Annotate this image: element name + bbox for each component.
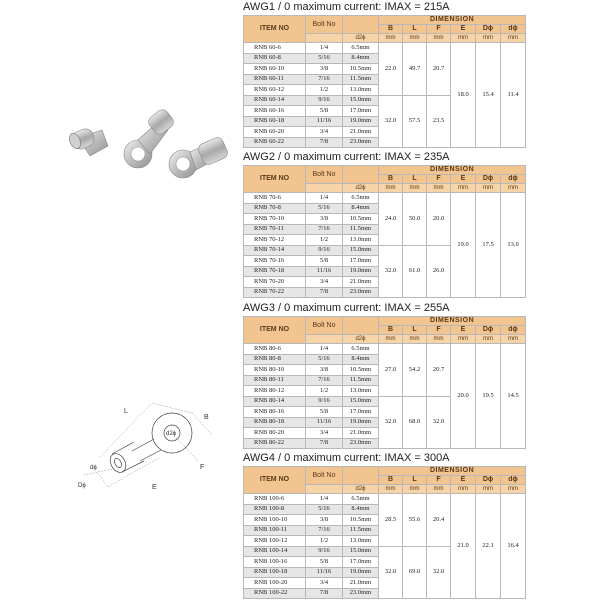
item-no-cell: RNB 60-6: [244, 43, 306, 54]
item-no-cell: RNB 70-8: [244, 203, 306, 214]
header-unit: mm: [403, 34, 427, 43]
header-unit: mm: [451, 335, 476, 344]
e-value: 18.0: [451, 43, 476, 148]
item-no-cell: RNB 60-8: [244, 53, 306, 64]
header-letter: L: [403, 476, 427, 485]
f-value: 20.4: [427, 494, 451, 547]
f-value: 20.7: [427, 43, 451, 96]
item-no-cell: RNB 70-11: [244, 224, 306, 235]
header-blank: [306, 335, 343, 344]
d2-cell: 13.0mm: [343, 85, 379, 96]
spec-table: [243, 15, 526, 148]
item-no-cell: RNB 80-8: [244, 354, 306, 365]
header-unit: mm: [427, 485, 451, 494]
d2-cell: 6.5mm: [343, 43, 379, 54]
b-value: 32.0: [379, 546, 403, 599]
d2-cell: 21.0mm: [343, 578, 379, 589]
header-letter: F: [427, 476, 451, 485]
item-no-cell: RNB 80-18: [244, 417, 306, 428]
l-value: 55.6: [403, 494, 427, 547]
b-value: 32.0: [379, 396, 403, 449]
b-value: 28.5: [379, 494, 403, 547]
inner-d-value: 14.5: [501, 344, 526, 449]
header-unit: mm: [427, 34, 451, 43]
bolt-no-cell: 3/4: [306, 277, 343, 288]
item-no-cell: RNB 80-16: [244, 407, 306, 418]
header-unit: mm: [451, 34, 476, 43]
item-no-cell: RNB 80-22: [244, 438, 306, 449]
header-dimension: DIMENSION: [379, 317, 526, 326]
spec-table: [243, 165, 526, 298]
d2-cell: 17.0mm: [343, 106, 379, 117]
header-blank: [306, 184, 343, 193]
item-no-cell: RNB 70-20: [244, 277, 306, 288]
bolt-no-cell: 3/8: [306, 515, 343, 526]
l-value: 54.2: [403, 344, 427, 397]
b-value: 27.0: [379, 344, 403, 397]
terminal-large: [169, 136, 229, 178]
header-unit: mm: [403, 335, 427, 344]
d2-cell: 13.0mm: [343, 536, 379, 547]
bolt-no-cell: 9/16: [306, 245, 343, 256]
table-title: AWG2 / 0 maximum current: IMAX = 235A: [243, 151, 450, 163]
header-unit: mm: [379, 184, 403, 193]
header-unit: mm: [379, 34, 403, 43]
item-no-cell: RNB 80-6: [244, 344, 306, 355]
header-letter: L: [403, 326, 427, 335]
d2-cell: 23.0mm: [343, 588, 379, 599]
bolt-no-cell: 1/4: [306, 193, 343, 204]
header-letter: dϕ: [501, 175, 526, 184]
item-no-cell: RNB 60-12: [244, 85, 306, 96]
item-no-cell: RNB 60-14: [244, 95, 306, 106]
header-unit: mm: [476, 34, 501, 43]
label-d: dϕ: [90, 465, 97, 471]
b-value: 32.0: [379, 95, 403, 148]
d2-cell: 10.5mm: [343, 64, 379, 75]
terminal-small: [67, 127, 108, 156]
item-no-cell: RNB 80-10: [244, 365, 306, 376]
bolt-no-cell: 5/16: [306, 203, 343, 214]
table-row: [244, 344, 526, 355]
header-letter: dϕ: [501, 476, 526, 485]
header-d2: d2ϕ: [343, 335, 379, 344]
item-no-cell: RNB 70-14: [244, 245, 306, 256]
header-letter: F: [427, 25, 451, 34]
bolt-no-cell: 7/8: [306, 137, 343, 148]
bolt-no-cell: 11/16: [306, 567, 343, 578]
item-no-cell: RNB 70-10: [244, 214, 306, 225]
bolt-no-cell: 7/8: [306, 287, 343, 298]
header-bolt-no: Bolt No: [306, 317, 343, 335]
table-title: AWG3 / 0 maximum current: IMAX = 255A: [243, 302, 450, 314]
b-value: 24.0: [379, 193, 403, 246]
bolt-no-cell: 1/4: [306, 344, 343, 355]
item-no-cell: RNB 70-18: [244, 266, 306, 277]
d2-cell: 15.0mm: [343, 546, 379, 557]
table-row: [244, 494, 526, 505]
bolt-no-cell: 5/8: [306, 407, 343, 418]
label-D: Dϕ: [78, 483, 86, 489]
f-value: 32.0: [427, 396, 451, 449]
d2-cell: 15.0mm: [343, 245, 379, 256]
header-letter: F: [427, 175, 451, 184]
inner-d-value: 16.4: [501, 494, 526, 599]
inner-d-value: 13.0: [501, 193, 526, 298]
header-item-no: ITEM NO: [244, 166, 306, 193]
f-value: 20.7: [427, 344, 451, 397]
header-letter: B: [379, 326, 403, 335]
bolt-no-cell: 11/16: [306, 116, 343, 127]
bolt-no-cell: 3/8: [306, 64, 343, 75]
header-unit: mm: [451, 184, 476, 193]
header-unit: mm: [501, 485, 526, 494]
d2-cell: 15.0mm: [343, 396, 379, 407]
dimension-drawing: [60, 395, 240, 495]
header-letter: L: [403, 175, 427, 184]
d2-cell: 8.4mm: [343, 354, 379, 365]
bolt-no-cell: 3/8: [306, 365, 343, 376]
header-spacer: [343, 467, 379, 485]
header-item-no: ITEM NO: [244, 467, 306, 494]
header-unit: mm: [476, 184, 501, 193]
d2-cell: 11.5mm: [343, 74, 379, 85]
bolt-no-cell: 1/2: [306, 85, 343, 96]
d2-cell: 10.5mm: [343, 214, 379, 225]
label-L: L: [124, 408, 128, 415]
header-letter: Dϕ: [476, 476, 501, 485]
bolt-no-cell: 7/16: [306, 224, 343, 235]
bolt-no-cell: 7/16: [306, 375, 343, 386]
bolt-no-cell: 7/16: [306, 74, 343, 85]
spec-block-awg1: [243, 0, 525, 148]
bolt-no-cell: 3/4: [306, 578, 343, 589]
item-no-cell: RNB 100-10: [244, 515, 306, 526]
header-unit: mm: [501, 184, 526, 193]
d2-cell: 21.0mm: [343, 428, 379, 439]
d2-cell: 10.5mm: [343, 515, 379, 526]
bolt-no-cell: 5/16: [306, 53, 343, 64]
header-letter: dϕ: [501, 326, 526, 335]
header-d2: d2ϕ: [343, 184, 379, 193]
table-row: [244, 43, 526, 54]
table-title: AWG4 / 0 maximum current: IMAX = 300A: [243, 452, 450, 464]
header-unit: mm: [476, 335, 501, 344]
bolt-no-cell: 7/16: [306, 525, 343, 536]
bolt-no-cell: 1/2: [306, 536, 343, 547]
d2-cell: 13.0mm: [343, 235, 379, 246]
d2-cell: 11.5mm: [343, 224, 379, 235]
header-bolt-no: Bolt No: [306, 16, 343, 34]
header-letter: dϕ: [501, 25, 526, 34]
outer-d-value: 19.5: [476, 344, 501, 449]
bolt-no-cell: 3/4: [306, 127, 343, 138]
item-no-cell: RNB 70-22: [244, 287, 306, 298]
item-no-cell: RNB 100-22: [244, 588, 306, 599]
d2-cell: 17.0mm: [343, 256, 379, 267]
d2-cell: 21.0mm: [343, 277, 379, 288]
header-letter: B: [379, 25, 403, 34]
header-spacer: [343, 317, 379, 335]
l-value: 57.5: [403, 95, 427, 148]
bolt-no-cell: 3/4: [306, 428, 343, 439]
d2-cell: 23.0mm: [343, 438, 379, 449]
bolt-no-cell: 9/16: [306, 95, 343, 106]
spec-block-awg2: [243, 150, 525, 298]
bolt-no-cell: 7/8: [306, 438, 343, 449]
header-blank: [306, 485, 343, 494]
d2-cell: 13.0mm: [343, 386, 379, 397]
d2-cell: 6.5mm: [343, 494, 379, 505]
header-letter: B: [379, 476, 403, 485]
product-photo: [0, 100, 240, 210]
header-letter: Dϕ: [476, 326, 501, 335]
header-letter: L: [403, 25, 427, 34]
d2-cell: 19.0mm: [343, 116, 379, 127]
spec-block-awg4: [243, 451, 525, 599]
item-no-cell: RNB 70-12: [244, 235, 306, 246]
bolt-no-cell: 1/4: [306, 43, 343, 54]
item-no-cell: RNB 60-18: [244, 116, 306, 127]
header-unit: mm: [501, 34, 526, 43]
b-value: 22.0: [379, 43, 403, 96]
label-E: E: [152, 484, 157, 491]
f-value: 20.0: [427, 193, 451, 246]
b-value: 32.0: [379, 245, 403, 298]
bolt-no-cell: 5/8: [306, 256, 343, 267]
item-no-cell: RNB 60-22: [244, 137, 306, 148]
d2-cell: 19.0mm: [343, 266, 379, 277]
bolt-no-cell: 7/8: [306, 588, 343, 599]
bolt-no-cell: 5/8: [306, 106, 343, 117]
header-letter: E: [451, 175, 476, 184]
l-value: 49.7: [403, 43, 427, 96]
header-bolt-no: Bolt No: [306, 166, 343, 184]
header-letter: Dϕ: [476, 175, 501, 184]
header-unit: mm: [403, 485, 427, 494]
d2-cell: 8.4mm: [343, 203, 379, 214]
outer-d-value: 17.5: [476, 193, 501, 298]
item-no-cell: RNB 100-16: [244, 557, 306, 568]
bolt-no-cell: 5/8: [306, 557, 343, 568]
outer-d-value: 15.4: [476, 43, 501, 148]
header-dimension: DIMENSION: [379, 467, 526, 476]
f-value: 26.0: [427, 245, 451, 298]
bolt-no-cell: 5/16: [306, 354, 343, 365]
d2-cell: 11.5mm: [343, 375, 379, 386]
table-row: [244, 193, 526, 204]
header-unit: mm: [427, 184, 451, 193]
d2-cell: 8.4mm: [343, 504, 379, 515]
d2-cell: 21.0mm: [343, 127, 379, 138]
item-no-cell: RNB 70-6: [244, 193, 306, 204]
item-no-cell: RNB 60-10: [244, 64, 306, 75]
bolt-no-cell: 1/2: [306, 235, 343, 246]
l-value: 69.0: [403, 546, 427, 599]
table-title: AWG1 / 0 maximum current: IMAX = 215A: [243, 1, 450, 13]
header-blank: [306, 34, 343, 43]
e-value: 20.0: [451, 344, 476, 449]
bolt-no-cell: 3/8: [306, 214, 343, 225]
spec-block-awg3: [243, 301, 525, 449]
header-dimension: DIMENSION: [379, 166, 526, 175]
bolt-no-cell: 1/4: [306, 494, 343, 505]
bolt-no-cell: 5/16: [306, 504, 343, 515]
d2-cell: 11.5mm: [343, 525, 379, 536]
header-unit: mm: [403, 184, 427, 193]
item-no-cell: RNB 80-14: [244, 396, 306, 407]
d2-cell: 6.5mm: [343, 193, 379, 204]
item-no-cell: RNB 80-11: [244, 375, 306, 386]
label-d2: d2ϕ: [166, 431, 177, 437]
inner-d-value: 11.4: [501, 43, 526, 148]
header-letter: E: [451, 476, 476, 485]
header-unit: mm: [427, 335, 451, 344]
item-no-cell: RNB 80-12: [244, 386, 306, 397]
d2-cell: 19.0mm: [343, 567, 379, 578]
item-no-cell: RNB 100-12: [244, 536, 306, 547]
header-spacer: [343, 166, 379, 184]
header-item-no: ITEM NO: [244, 317, 306, 344]
d2-cell: 17.0mm: [343, 407, 379, 418]
l-value: 61.0: [403, 245, 427, 298]
bolt-no-cell: 1/2: [306, 386, 343, 397]
header-letter: B: [379, 175, 403, 184]
item-no-cell: RNB 60-16: [244, 106, 306, 117]
item-no-cell: RNB 100-8: [244, 504, 306, 515]
d2-cell: 19.0mm: [343, 417, 379, 428]
d2-cell: 23.0mm: [343, 137, 379, 148]
header-unit: mm: [379, 485, 403, 494]
d2-cell: 23.0mm: [343, 287, 379, 298]
header-spacer: [343, 16, 379, 34]
label-B: B: [204, 414, 209, 421]
bolt-no-cell: 9/16: [306, 396, 343, 407]
l-value: 50.0: [403, 193, 427, 246]
l-value: 68.0: [403, 396, 427, 449]
header-item-no: ITEM NO: [244, 16, 306, 43]
f-value: 32.0: [427, 546, 451, 599]
header-dimension: DIMENSION: [379, 16, 526, 25]
header-letter: Dϕ: [476, 25, 501, 34]
item-no-cell: RNB 100-6: [244, 494, 306, 505]
bolt-no-cell: 9/16: [306, 546, 343, 557]
header-unit: mm: [379, 335, 403, 344]
item-no-cell: RNB 100-11: [244, 525, 306, 536]
f-value: 23.5: [427, 95, 451, 148]
header-letter: F: [427, 326, 451, 335]
header-bolt-no: Bolt No: [306, 467, 343, 485]
header-d2: d2ϕ: [343, 485, 379, 494]
d2-cell: 15.0mm: [343, 95, 379, 106]
d2-cell: 8.4mm: [343, 53, 379, 64]
header-letter: E: [451, 326, 476, 335]
header-unit: mm: [451, 485, 476, 494]
bolt-no-cell: 11/16: [306, 266, 343, 277]
item-no-cell: RNB 100-14: [244, 546, 306, 557]
terminal-medium: [124, 107, 176, 168]
e-value: 19.0: [451, 193, 476, 298]
item-no-cell: RNB 60-11: [244, 74, 306, 85]
item-no-cell: RNB 100-20: [244, 578, 306, 589]
header-d2: d2ϕ: [343, 34, 379, 43]
header-unit: mm: [476, 485, 501, 494]
header-unit: mm: [501, 335, 526, 344]
e-value: 21.0: [451, 494, 476, 599]
item-no-cell: RNB 100-18: [244, 567, 306, 578]
d2-cell: 10.5mm: [343, 365, 379, 376]
item-no-cell: RNB 60-20: [244, 127, 306, 138]
bolt-no-cell: 11/16: [306, 417, 343, 428]
header-letter: E: [451, 25, 476, 34]
spec-table: [243, 466, 526, 599]
d2-cell: 17.0mm: [343, 557, 379, 568]
d2-cell: 6.5mm: [343, 344, 379, 355]
outer-d-value: 22.1: [476, 494, 501, 599]
item-no-cell: RNB 70-16: [244, 256, 306, 267]
label-F: F: [200, 464, 205, 471]
spec-table: [243, 316, 526, 449]
item-no-cell: RNB 80-20: [244, 428, 306, 439]
